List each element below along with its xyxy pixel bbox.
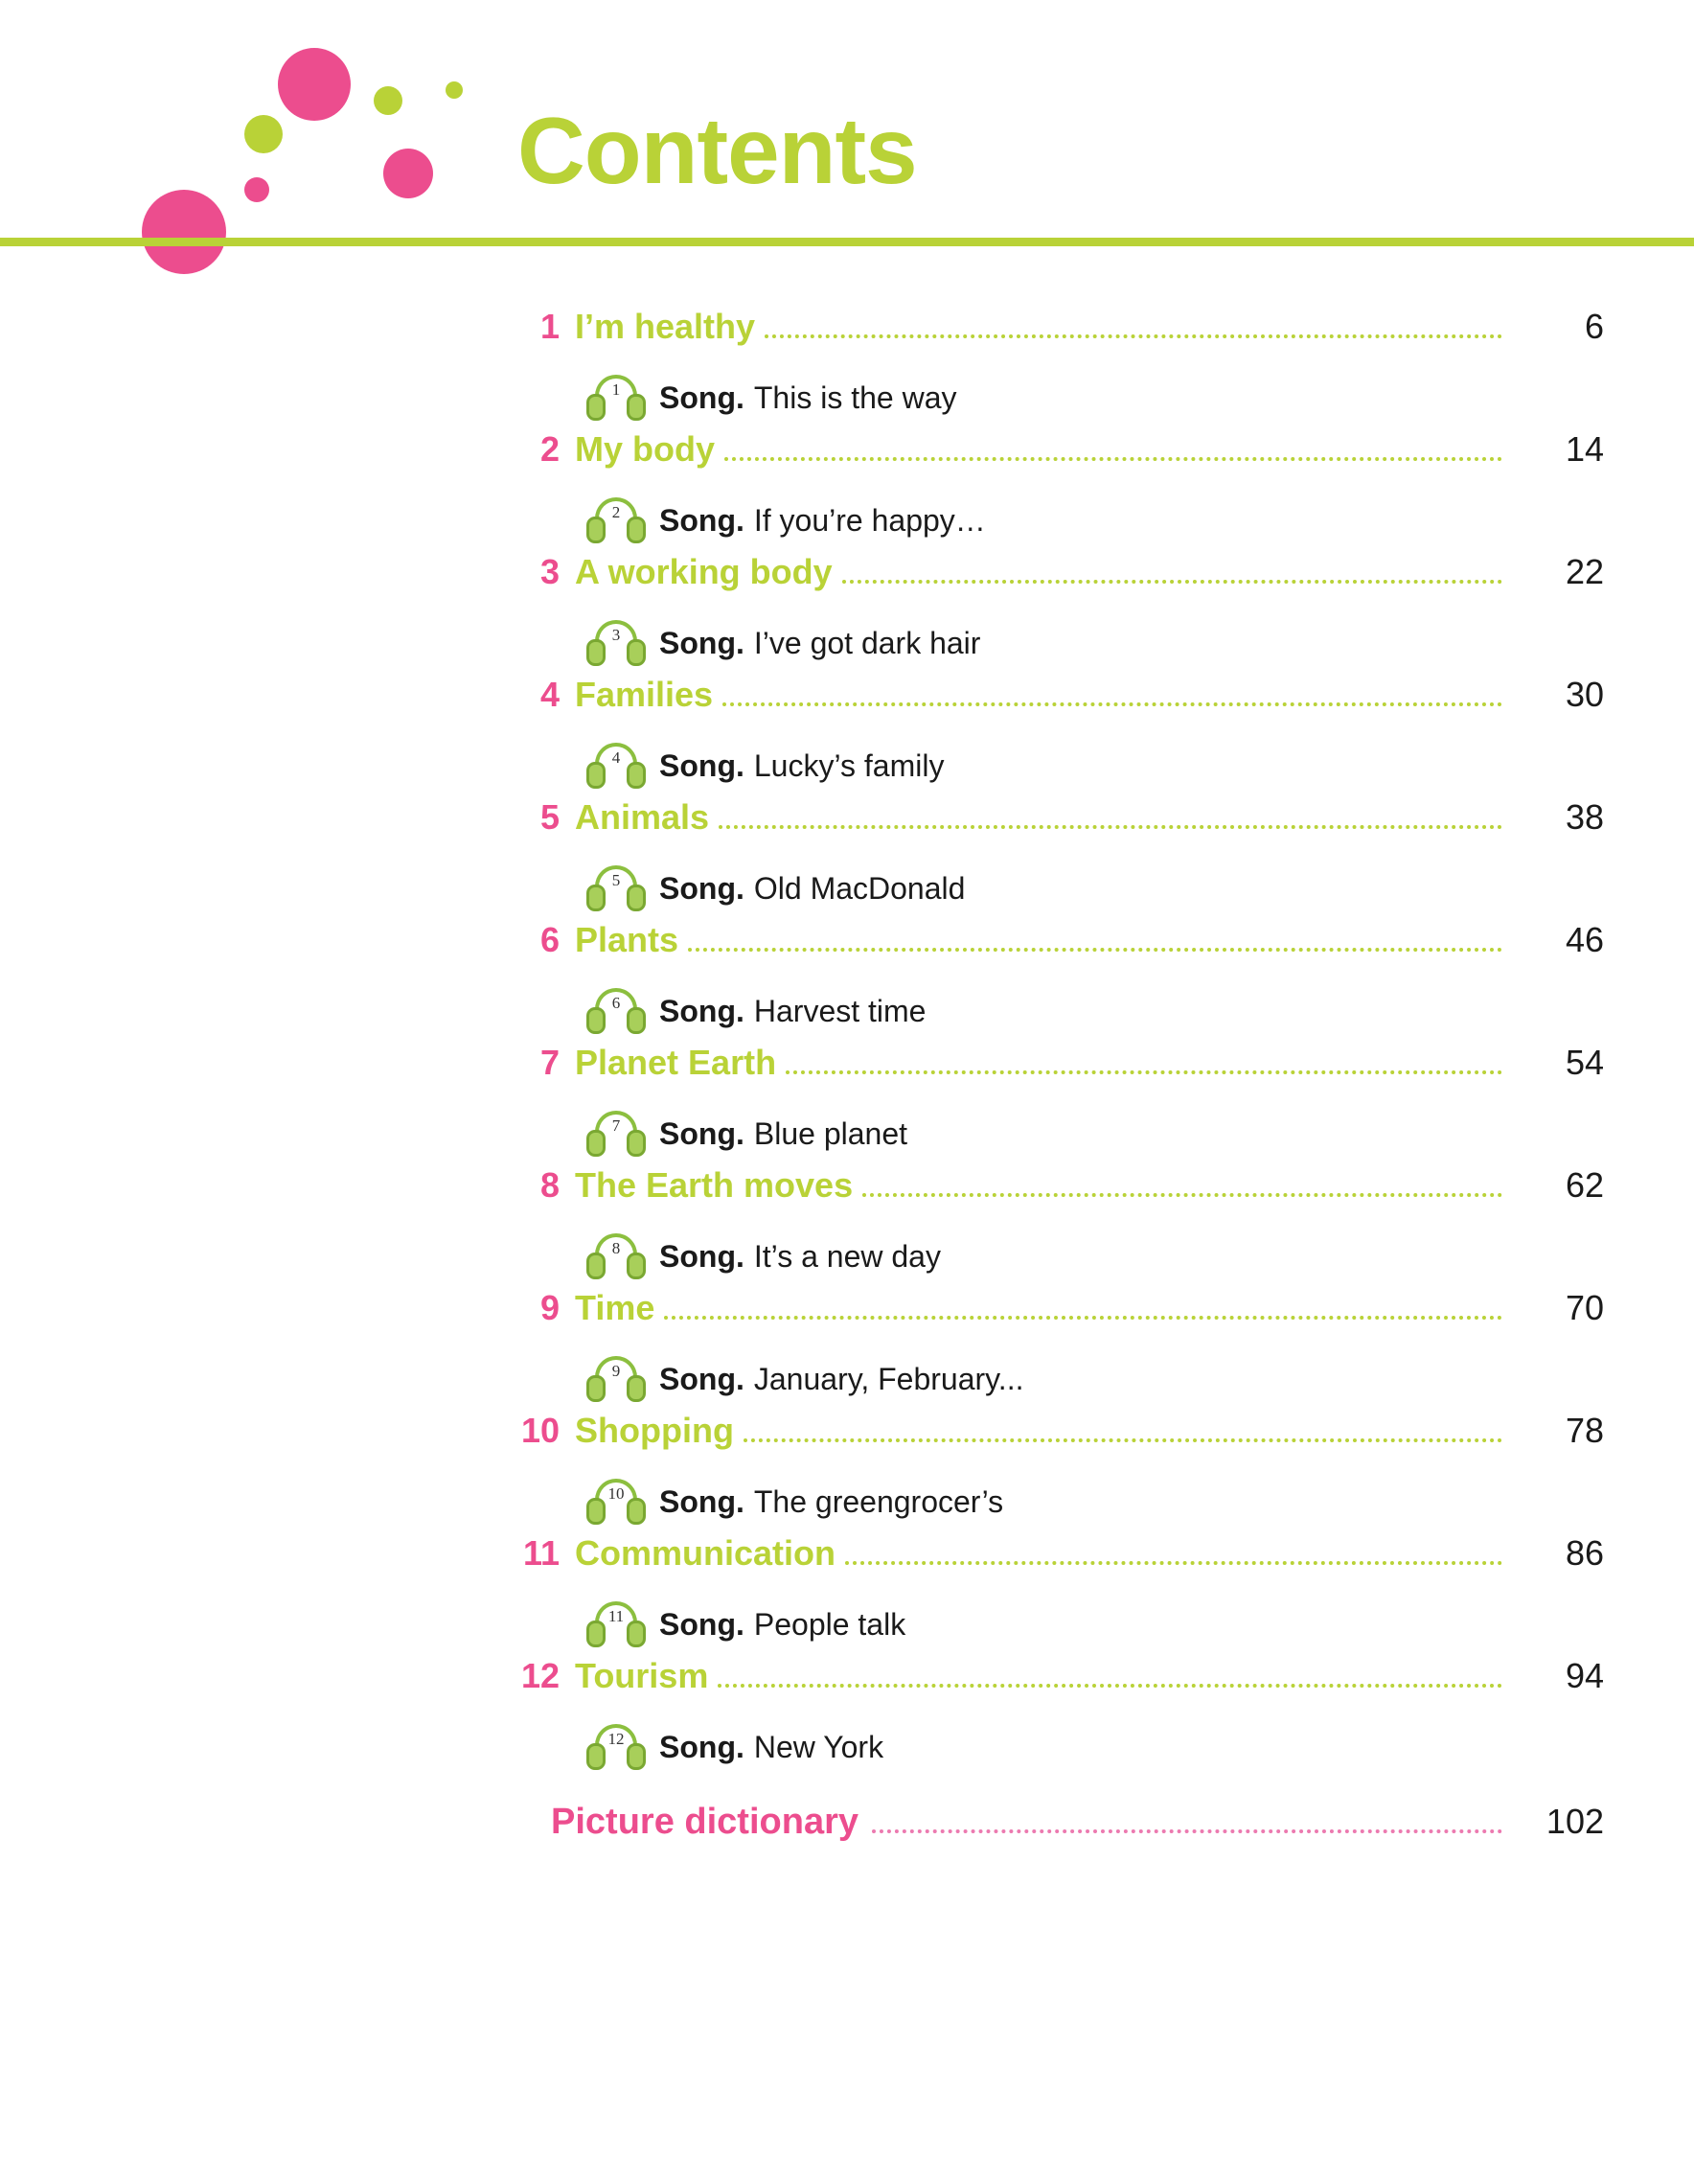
dot-leader — [872, 1829, 1502, 1833]
unit-title: Families — [575, 675, 714, 714]
dot-leader — [724, 457, 1502, 461]
pink-dot-small — [244, 177, 269, 202]
unit-title: Animals — [575, 797, 710, 837]
track-number: 1 — [611, 380, 621, 399]
song-label: Song. — [659, 1361, 744, 1396]
unit-title: Tourism — [575, 1656, 709, 1695]
song-label: Song. — [659, 379, 744, 415]
headphones-icon — [586, 1109, 646, 1159]
track-number: 6 — [611, 994, 621, 1012]
unit-title: Shopping — [575, 1411, 734, 1450]
song-title: Blue planet — [753, 1115, 907, 1151]
dot-leader — [765, 334, 1502, 338]
track-number: 4 — [611, 748, 621, 767]
song-label: Song. — [659, 1606, 744, 1642]
headphones-icon — [586, 373, 646, 423]
song-title: It’s a new day — [753, 1238, 941, 1274]
song-entry — [0, 613, 1694, 673]
unit-page-number: 38 — [1565, 797, 1604, 837]
song-title: I’ve got dark hair — [753, 625, 981, 660]
track-number: 7 — [611, 1116, 621, 1135]
song-entry — [0, 1104, 1694, 1163]
dot-leader — [845, 1561, 1502, 1565]
dot-leader — [664, 1316, 1502, 1320]
toc-unit — [0, 1533, 1694, 1654]
track-number: 8 — [611, 1239, 621, 1257]
unit-number: 4 — [539, 675, 560, 714]
song-label: Song. — [659, 1729, 744, 1764]
track-number: 10 — [607, 1484, 625, 1503]
track-number: 2 — [611, 503, 621, 521]
unit-number: 9 — [539, 1288, 560, 1327]
toc-entry[interactable] — [0, 1165, 1694, 1227]
unit-number: 3 — [539, 552, 560, 591]
song-title: Old MacDonald — [753, 870, 966, 906]
unit-title: The Earth moves — [575, 1165, 854, 1205]
track-number: 9 — [611, 1362, 621, 1380]
toc-entry[interactable] — [0, 552, 1694, 613]
song-entry — [0, 1349, 1694, 1409]
song-title: If you’re happy… — [753, 502, 986, 538]
toc-entry[interactable] — [0, 1656, 1694, 1717]
song-label: Song. — [659, 747, 744, 783]
toc-entry[interactable] — [0, 675, 1694, 736]
toc-unit — [0, 552, 1694, 673]
dot-leader — [718, 1684, 1502, 1688]
unit-page-number: 94 — [1565, 1656, 1604, 1695]
song-entry — [0, 491, 1694, 550]
song-title: The greengrocer’s — [753, 1483, 1004, 1519]
unit-page-number: 22 — [1565, 552, 1604, 591]
unit-page-number: 54 — [1565, 1043, 1604, 1082]
unit-title: Planet Earth — [575, 1043, 777, 1082]
table-of-contents — [0, 307, 1694, 1869]
unit-title: A working body — [575, 552, 833, 591]
song-entry — [0, 981, 1694, 1041]
headphones-icon — [586, 618, 646, 668]
toc-unit — [0, 1165, 1694, 1286]
unit-page-number: 46 — [1565, 920, 1604, 959]
song-label: Song. — [659, 625, 744, 660]
dot-leader — [744, 1438, 1502, 1442]
song-entry — [0, 736, 1694, 795]
toc-unit — [0, 797, 1694, 918]
toc-entry-picture-dictionary[interactable] — [0, 1802, 1694, 1869]
unit-page-number: 6 — [1584, 307, 1604, 346]
toc-entry[interactable] — [0, 1288, 1694, 1349]
unit-number: 2 — [539, 429, 560, 469]
song-label: Song. — [659, 502, 744, 538]
toc-unit — [0, 675, 1694, 795]
page-title: Contents — [517, 98, 917, 203]
dot-leader — [719, 825, 1502, 829]
toc-entry[interactable] — [0, 429, 1694, 491]
picture-dictionary-title: Picture dictionary — [551, 1802, 858, 1842]
toc-unit — [0, 307, 1694, 427]
song-title: New York — [753, 1729, 884, 1764]
song-entry — [0, 1717, 1694, 1777]
unit-number: 12 — [520, 1656, 560, 1695]
unit-title: Plants — [575, 920, 679, 959]
toc-entry[interactable] — [0, 920, 1694, 981]
page-header — [0, 0, 1694, 249]
unit-title: I’m healthy — [575, 307, 756, 346]
unit-number: 1 — [539, 307, 560, 346]
unit-title: Time — [575, 1288, 655, 1327]
song-label: Song. — [659, 993, 744, 1028]
toc-entry[interactable] — [0, 1043, 1694, 1104]
track-number: 3 — [611, 626, 621, 644]
dot-leader — [688, 948, 1502, 952]
song-entry — [0, 1595, 1694, 1654]
headphones-icon — [586, 1477, 646, 1527]
unit-page-number: 70 — [1565, 1288, 1604, 1327]
dot-leader — [722, 702, 1502, 706]
unit-number: 6 — [539, 920, 560, 959]
song-title: Lucky’s family — [753, 747, 945, 783]
toc-entry[interactable] — [0, 1533, 1694, 1595]
toc-unit — [0, 1043, 1694, 1163]
green-dot-small — [374, 86, 402, 115]
headphones-icon — [586, 986, 646, 1036]
unit-page-number: 14 — [1565, 429, 1604, 469]
song-title: People talk — [753, 1606, 906, 1642]
track-number: 5 — [611, 871, 621, 889]
unit-number: 8 — [539, 1165, 560, 1205]
song-entry — [0, 1227, 1694, 1286]
song-title: January, February... — [753, 1361, 1024, 1396]
headphones-icon — [586, 863, 646, 913]
toc-unit — [0, 920, 1694, 1041]
headphones-icon — [586, 1599, 646, 1649]
headphones-icon — [586, 1354, 646, 1404]
song-label: Song. — [659, 870, 744, 906]
toc-unit — [0, 429, 1694, 550]
song-entry — [0, 859, 1694, 918]
unit-number: 11 — [522, 1533, 560, 1573]
headphones-icon — [586, 1231, 646, 1281]
unit-number: 5 — [539, 797, 560, 837]
toc-entry[interactable] — [0, 307, 1694, 368]
picture-dictionary-page-number: 102 — [1545, 1802, 1604, 1841]
song-label: Song. — [659, 1238, 744, 1274]
unit-page-number: 86 — [1565, 1533, 1604, 1573]
track-number: 11 — [607, 1607, 625, 1625]
pink-dot-medium — [383, 149, 433, 198]
song-entry — [0, 368, 1694, 427]
headphones-icon — [586, 1722, 646, 1772]
song-label: Song. — [659, 1115, 744, 1151]
song-title: This is the way — [753, 379, 957, 415]
dot-leader — [842, 580, 1502, 584]
toc-unit — [0, 1656, 1694, 1777]
unit-title: Communication — [575, 1533, 836, 1573]
unit-number: 10 — [520, 1411, 560, 1450]
headphones-icon — [586, 495, 646, 545]
header-divider — [0, 238, 1694, 246]
pink-dot-large — [278, 48, 351, 121]
headphones-icon — [586, 741, 646, 791]
unit-title: My body — [575, 429, 716, 469]
unit-number: 7 — [539, 1043, 560, 1082]
decorative-dots — [0, 0, 498, 249]
song-title: Harvest time — [753, 993, 927, 1028]
unit-page-number: 30 — [1565, 675, 1604, 714]
unit-page-number: 78 — [1565, 1411, 1604, 1450]
green-dot-tiny — [446, 81, 463, 99]
toc-entry[interactable] — [0, 1411, 1694, 1472]
dot-leader — [862, 1193, 1502, 1197]
toc-unit — [0, 1411, 1694, 1531]
track-number: 12 — [607, 1730, 625, 1748]
song-entry — [0, 1472, 1694, 1531]
unit-page-number: 62 — [1565, 1165, 1604, 1205]
toc-entry[interactable] — [0, 797, 1694, 859]
toc-unit — [0, 1288, 1694, 1409]
green-dot-medium — [244, 115, 283, 153]
dot-leader — [786, 1070, 1502, 1074]
song-label: Song. — [659, 1483, 744, 1519]
pink-dot-bottom — [142, 190, 226, 274]
